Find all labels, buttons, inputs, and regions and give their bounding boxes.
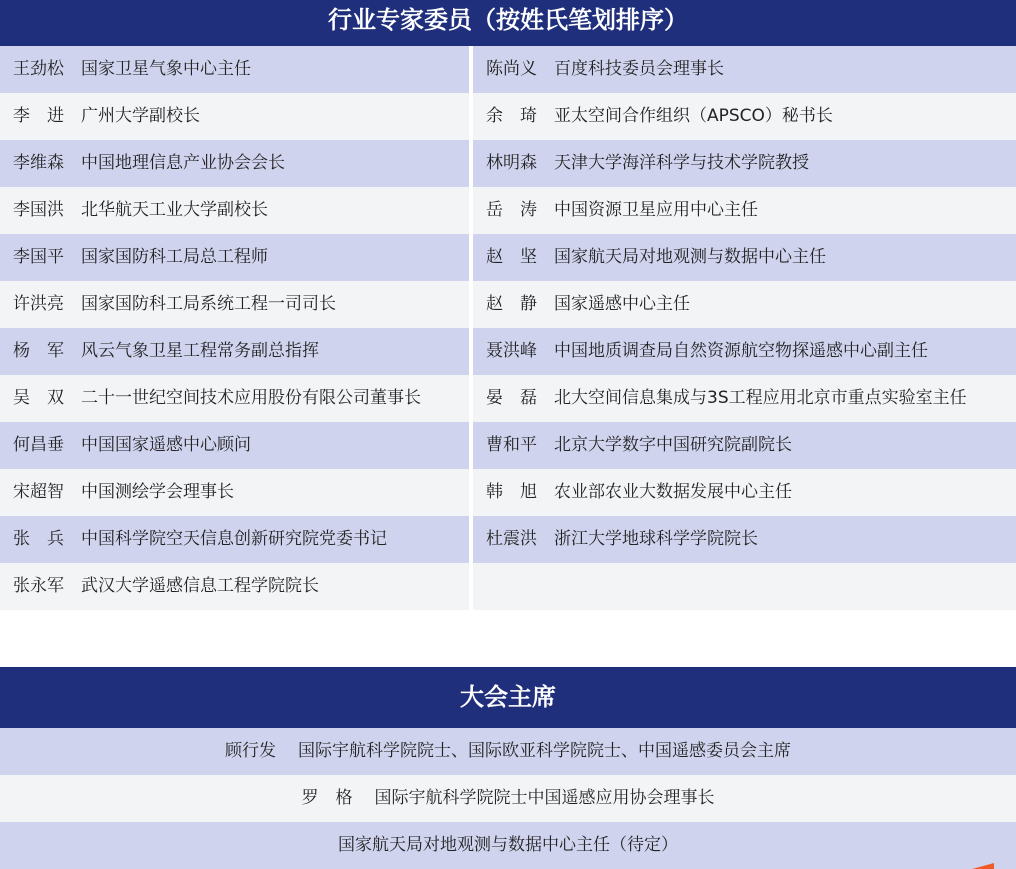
expert-name: 韩 旭 [486,482,537,502]
expert-title: 国家卫星气象中心主任 [81,59,251,79]
expert-title: 中国地理信息产业协会会长 [81,153,285,173]
expert-title: 风云气象卫星工程常务副总指挥 [81,341,319,361]
expert-title: 天津大学海洋科学与技术学院教授 [554,153,809,173]
expert-name: 余 琦 [486,106,537,126]
chairs-section [0,667,1016,869]
expert-title: 中国国家遥感中心顾问 [81,435,251,455]
expert-title: 北大空间信息集成与3S工程应用北京市重点实验室主任 [554,388,967,408]
expert-title: 国家国防科工局总工程师 [81,247,268,267]
expert-title: 二十一世纪空间技术应用股份有限公司董事长 [81,388,421,408]
expert-title: 国家航天局对地观测与数据中心主任 [554,247,826,267]
expert-cell-right [473,516,1016,563]
expert-cell-right [473,187,1016,234]
expert-name: 李国平 [13,247,64,267]
chair-row [0,728,1016,775]
expert-cell-right [473,469,1016,516]
expert-name: 许洪亮 [13,294,64,314]
expert-cell-right [473,375,1016,422]
expert-name: 何昌垂 [13,435,64,455]
expert-cell-right [473,281,1016,328]
expert-name: 李 进 [13,106,64,126]
expert-cell-right [473,140,1016,187]
expert-cell-right [473,422,1016,469]
expert-cell-right [473,93,1016,140]
expert-title: 农业部农业大数据发展中心主任 [554,482,792,502]
expert-cell-left [0,281,469,328]
expert-name: 杨 军 [13,341,64,361]
expert-title: 浙江大学地球科学学院院长 [554,529,758,549]
expert-title: 国家遥感中心主任 [554,294,690,314]
expert-cell-left [0,422,469,469]
expert-cell-right [473,563,1016,610]
expert-name: 张永军 [13,576,64,596]
expert-title: 广州大学副校长 [81,106,200,126]
experts-grid [0,46,1016,610]
chair-name: 罗 格 [301,788,353,808]
expert-title: 中国资源卫星应用中心主任 [554,200,758,220]
expert-cell-left [0,234,469,281]
expert-title: 武汉大学遥感信息工程学院院长 [81,576,319,596]
expert-title: 北京大学数字中国研究院副院长 [554,435,792,455]
expert-cell-right [473,328,1016,375]
expert-cell-left [0,93,469,140]
expert-cell-left [0,469,469,516]
expert-title: 北华航天工业大学副校长 [81,200,268,220]
expert-cell-left [0,46,469,93]
expert-name: 李国洪 [13,200,64,220]
expert-name: 李维森 [13,153,64,173]
expert-cell-left [0,375,469,422]
expert-title: 百度科技委员会理事长 [554,59,724,79]
expert-title: 亚太空间合作组织（APSCO）秘书长 [554,106,833,126]
expert-name: 曹和平 [486,435,537,455]
expert-name: 赵 坚 [486,247,537,267]
expert-name: 张 兵 [13,529,64,549]
chair-name: 顾行发 [225,741,276,761]
chair-title: 国际宇航科学院院士中国遥感应用协会理事长 [374,788,715,808]
expert-name: 晏 磊 [486,388,537,408]
expert-name: 赵 静 [486,294,537,314]
expert-cell-left [0,328,469,375]
expert-cell-left [0,187,469,234]
expert-title: 中国测绘学会理事长 [81,482,234,502]
expert-name: 吴 双 [13,388,64,408]
expert-cell-left [0,516,469,563]
expert-name: 聂洪峰 [486,341,537,361]
expert-name: 林明森 [486,153,537,173]
chair-title: 国家航天局对地观测与数据中心主任（待定） [338,835,678,855]
expert-name: 宋超智 [13,482,64,502]
chair-row [0,775,1016,822]
corner-decoration [972,863,994,869]
industry-experts-header: 行业专家委员（按姓氏笔划排序） [0,0,1016,46]
chair-row [0,822,1016,869]
expert-title: 国家国防科工局系统工程一司司长 [81,294,336,314]
expert-name: 岳 涛 [486,200,537,220]
expert-name: 陈尚义 [486,59,537,79]
expert-cell-left [0,140,469,187]
chairs-list [0,728,1016,869]
expert-name: 杜震洪 [486,529,537,549]
expert-name: 王劲松 [13,59,64,79]
chairs-header: 大会主席 [0,667,1016,728]
expert-cell-right [473,46,1016,93]
expert-cell-left [0,563,469,610]
expert-cell-right [473,234,1016,281]
chair-title: 国际宇航科学院院士、国际欧亚科学院院士、中国遥感委员会主席 [298,741,791,761]
expert-title: 中国地质调查局自然资源航空物探遥感中心副主任 [554,341,928,361]
expert-title: 中国科学院空天信息创新研究院党委书记 [81,529,387,549]
